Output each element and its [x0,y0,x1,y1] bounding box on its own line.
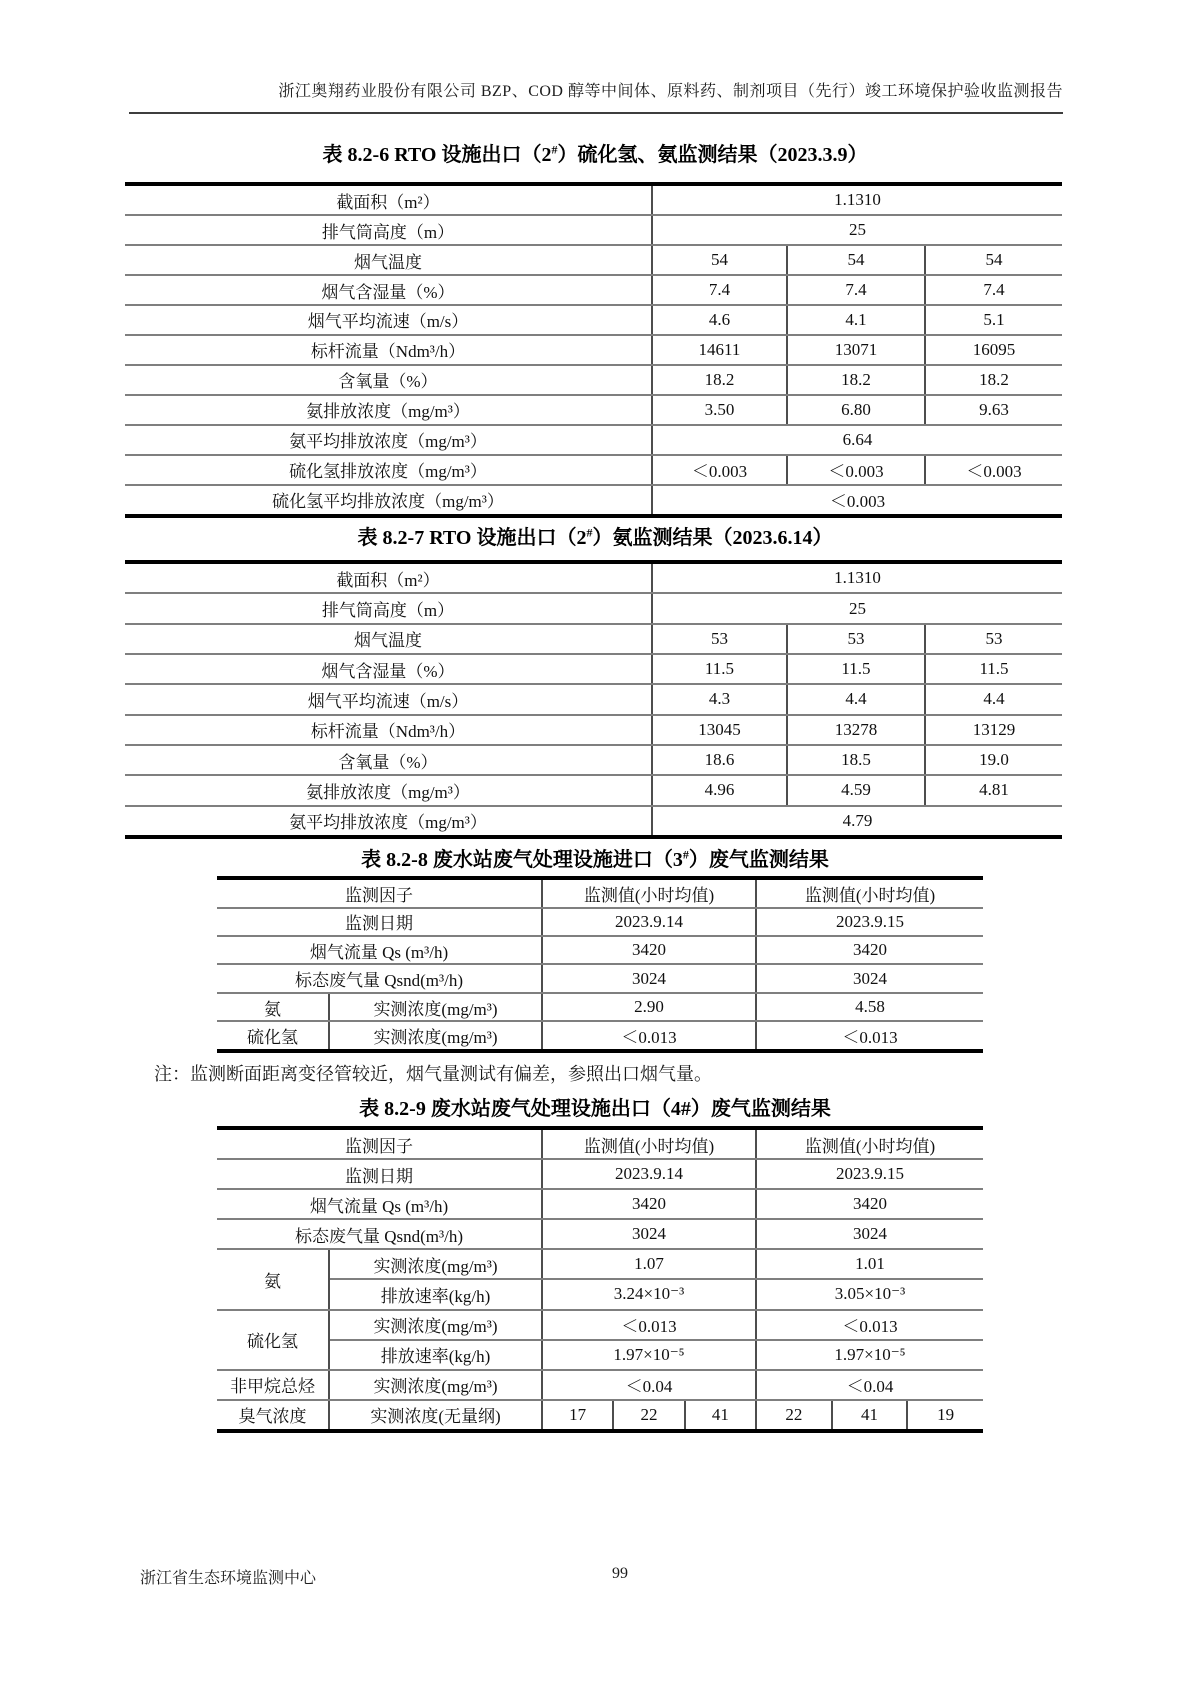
table-cell: 硫化氢 [217,1021,329,1051]
table-cell: 氨排放浓度（mg/m³） [125,395,652,425]
table-title-8-2-9 [45,1092,1145,1121]
table-cell: 硫化氢排放浓度（mg/m³） [125,455,652,485]
table-cell: 4.1 [787,305,925,335]
table-cell: 监测因子 [217,1128,542,1159]
table-cell: 7.4 [925,275,1062,305]
header-rule [129,112,1063,114]
table-cell: 18.6 [652,745,787,775]
table-cell: 11.5 [652,654,787,684]
table-cell: 3420 [542,1189,756,1219]
table-cell: 25 [652,593,1062,623]
table-cell: 18.5 [787,745,925,775]
table-cell: 19.0 [925,745,1062,775]
table-cell: 13129 [925,715,1062,745]
table-cell: ＜0.04 [542,1370,756,1400]
table-row [217,1128,983,1159]
table-cell: 13071 [787,335,925,365]
title-text: 表 8.2-9 废水站废气处理设施出口（4#）废气监测结果 [359,1098,831,1120]
table-row [125,654,1062,684]
table-row [217,1219,983,1249]
table-cell: 5.1 [925,305,1062,335]
table-cell: 氨 [217,993,329,1021]
table-row [125,775,1062,805]
table-cell: 4.79 [652,806,1062,838]
table-cell: 标杆流量（Ndm³/h） [125,335,652,365]
table-cell: 11.5 [787,654,925,684]
table-cell: 7.4 [652,275,787,305]
table-cell: 41 [832,1400,908,1431]
title-text: ）氨监测结果（2023.6.14） [592,527,833,549]
table-cell: ＜0.003 [787,455,925,485]
table-cell: 54 [925,245,1062,275]
table-cell: 含氧量（%） [125,365,652,395]
table-cell: 排放速率(kg/h) [329,1279,542,1309]
title-text: ）硫化氢、氨监测结果（2023.3.9） [557,144,868,166]
table-cell: 3024 [756,964,983,992]
table-row [125,745,1062,775]
table-cell: ＜0.013 [542,1310,756,1340]
table-cell: 烟气含湿量（%） [125,654,652,684]
table-8-2-9 [217,1126,983,1433]
table-cell: 监测日期 [217,1159,542,1189]
table-cell: ＜0.013 [542,1021,756,1051]
table-row [125,562,1062,593]
table-row [125,806,1062,838]
title-superscript: # [586,525,593,540]
table-cell: 2023.9.15 [756,1159,983,1189]
table-cell: 3.24×10⁻³ [542,1279,756,1309]
table-row [125,425,1062,455]
table-cell: 烟气含湿量（%） [125,275,652,305]
table-cell: 1.01 [756,1249,983,1279]
table-cell: 1.1310 [652,562,1062,593]
table-row [217,993,983,1021]
table-cell: ＜0.013 [756,1021,983,1051]
table-cell: 4.59 [787,775,925,805]
table-cell: 排气筒高度（m） [125,593,652,623]
table-cell: 含氧量（%） [125,745,652,775]
table-cell: 烟气温度 [125,245,652,275]
title-text: 表 8.2-7 RTO 设施出口（2 [357,527,587,549]
table-row [125,684,1062,714]
table-cell: 3024 [542,1219,756,1249]
title-superscript: # [682,847,689,862]
table-cell: 烟气平均流速（m/s） [125,684,652,714]
table-cell: 烟气流量 Qs (m³/h) [217,936,542,964]
table-cell: ＜0.003 [652,455,787,485]
table-cell: 19 [907,1400,983,1431]
footer-organization: 浙江省生态环境监测中心 [140,1570,317,1587]
table-cell: 4.4 [787,684,925,714]
table-cell: 41 [685,1400,756,1431]
table-row [217,964,983,992]
table-cell: 4.6 [652,305,787,335]
table-cell: 13278 [787,715,925,745]
table-cell: 监测因子 [217,878,542,908]
table-cell: 3024 [542,964,756,992]
table-cell: 4.4 [925,684,1062,714]
table-cell: 硫化氢平均排放浓度（mg/m³） [125,485,652,516]
table-cell: 实测浓度(mg/m³) [329,1370,542,1400]
table-cell: 臭气浓度 [217,1400,329,1431]
table-8-2-8 [217,876,983,1053]
table-cell: 排气筒高度（m） [125,215,652,245]
table-row [125,593,1062,623]
table-cell: 4.96 [652,775,787,805]
table-cell: 硫化氢 [217,1310,329,1370]
table-cell: 非甲烷总烃 [217,1370,329,1400]
table-row [125,215,1062,245]
table-cell: 22 [613,1400,684,1431]
table-cell: 6.64 [652,425,1062,455]
table-cell: ＜0.04 [756,1370,983,1400]
table-cell: 54 [652,245,787,275]
table-cell: 标杆流量（Ndm³/h） [125,715,652,745]
table-row [217,1159,983,1189]
table-cell: 18.2 [787,365,925,395]
title-text: 表 8.2-6 RTO 设施出口（2 [322,144,552,166]
table-cell: 4.58 [756,993,983,1021]
table-row [217,1370,983,1400]
table-cell: 监测值(小时均值) [542,878,756,908]
table-title-8-2-8 [45,843,1145,872]
table-row [125,715,1062,745]
table-cell: 17 [542,1400,613,1431]
table-cell: 标态废气量 Qsnd(m³/h) [217,1219,542,1249]
table-row [217,908,983,936]
table-row [217,1249,983,1279]
table-row [125,245,1062,275]
table-8-2-6 [125,182,1062,518]
table-cell: 氨排放浓度（mg/m³） [125,775,652,805]
table-cell: 氨 [217,1249,329,1309]
table-cell: 18.2 [652,365,787,395]
table-cell: 16095 [925,335,1062,365]
table-row [217,1340,983,1370]
table-cell: 截面积（m²） [125,562,652,593]
table-cell: 1.97×10⁻⁵ [756,1340,983,1370]
table-cell: 监测值(小时均值) [756,878,983,908]
table-row [217,1189,983,1219]
table-cell: ＜0.003 [925,455,1062,485]
table-cell: 25 [652,215,1062,245]
table-cell: 13045 [652,715,787,745]
title-text: ）废气监测结果 [688,849,829,871]
table-cell: 监测值(小时均值) [756,1128,983,1159]
page-header-text: 浙江奥翔药业股份有限公司 BZP、COD 醇等中间体、原料药、制剂项目（先行）竣工环境保护验收监测报告 [278,83,1063,100]
table-cell: 排放速率(kg/h) [329,1340,542,1370]
table-cell: 11.5 [925,654,1062,684]
table-cell: 2023.9.14 [542,908,756,936]
table-row [217,936,983,964]
table-cell: 4.81 [925,775,1062,805]
table-cell: 氨平均排放浓度（mg/m³） [125,425,652,455]
table-row [125,275,1062,305]
table-row [125,624,1062,654]
table-note: 注：监测断面距离变径管较近，烟气量测试有偏差，参照出口烟气量。 [154,1064,712,1084]
table-row [125,365,1062,395]
table-cell: 54 [787,245,925,275]
table-cell: 9.63 [925,395,1062,425]
table-cell: 53 [652,624,787,654]
table-cell: 3420 [756,1189,983,1219]
title-superscript: # [551,142,558,157]
table-cell: 实测浓度(mg/m³) [329,1310,542,1340]
table-cell: 18.2 [925,365,1062,395]
table-cell: 实测浓度(mg/m³) [329,993,542,1021]
table-row [217,1279,983,1309]
table-cell: 53 [787,624,925,654]
table-row [125,335,1062,365]
table-cell: 3420 [542,936,756,964]
table-cell: 3.50 [652,395,787,425]
table-row [217,878,983,908]
table-cell: 7.4 [787,275,925,305]
table-row [217,1400,983,1431]
table-8-2-7 [125,560,1062,839]
table-cell: 烟气平均流速（m/s） [125,305,652,335]
table-cell: 实测浓度(mg/m³) [329,1021,542,1051]
title-text: 表 8.2-8 废水站废气处理设施进口（3 [361,849,683,871]
table-cell: 2023.9.14 [542,1159,756,1189]
table-cell: 监测值(小时均值) [542,1128,756,1159]
table-cell: 截面积（m²） [125,184,652,215]
table-row [125,485,1062,516]
table-cell: 烟气温度 [125,624,652,654]
table-title-8-2-6 [45,138,1145,167]
table-cell: 实测浓度(无量纲) [329,1400,542,1431]
table-cell: 6.80 [787,395,925,425]
table-cell: 3024 [756,1219,983,1249]
table-cell: ＜0.013 [756,1310,983,1340]
table-row [125,455,1062,485]
table-cell: 22 [756,1400,832,1431]
table-row [125,395,1062,425]
table-cell: 2023.9.15 [756,908,983,936]
table-cell: 53 [925,624,1062,654]
table-cell: 1.1310 [652,184,1062,215]
table-row [125,184,1062,215]
table-cell: 1.97×10⁻⁵ [542,1340,756,1370]
table-row [217,1021,983,1051]
table-cell: 氨平均排放浓度（mg/m³） [125,806,652,838]
table-title-8-2-7 [45,521,1145,550]
table-row [217,1310,983,1340]
table-cell: 监测日期 [217,908,542,936]
table-cell: 14611 [652,335,787,365]
table-cell: ＜0.003 [652,485,1062,516]
table-cell: 烟气流量 Qs (m³/h) [217,1189,542,1219]
table-cell: 标态废气量 Qsnd(m³/h) [217,964,542,992]
table-row [125,305,1062,335]
table-cell: 实测浓度(mg/m³) [329,1249,542,1279]
table-cell: 4.3 [652,684,787,714]
table-cell: 1.07 [542,1249,756,1279]
table-cell: 2.90 [542,993,756,1021]
footer-page-number: 99 [612,1565,628,1582]
table-cell: 3.05×10⁻³ [756,1279,983,1309]
table-cell: 3420 [756,936,983,964]
